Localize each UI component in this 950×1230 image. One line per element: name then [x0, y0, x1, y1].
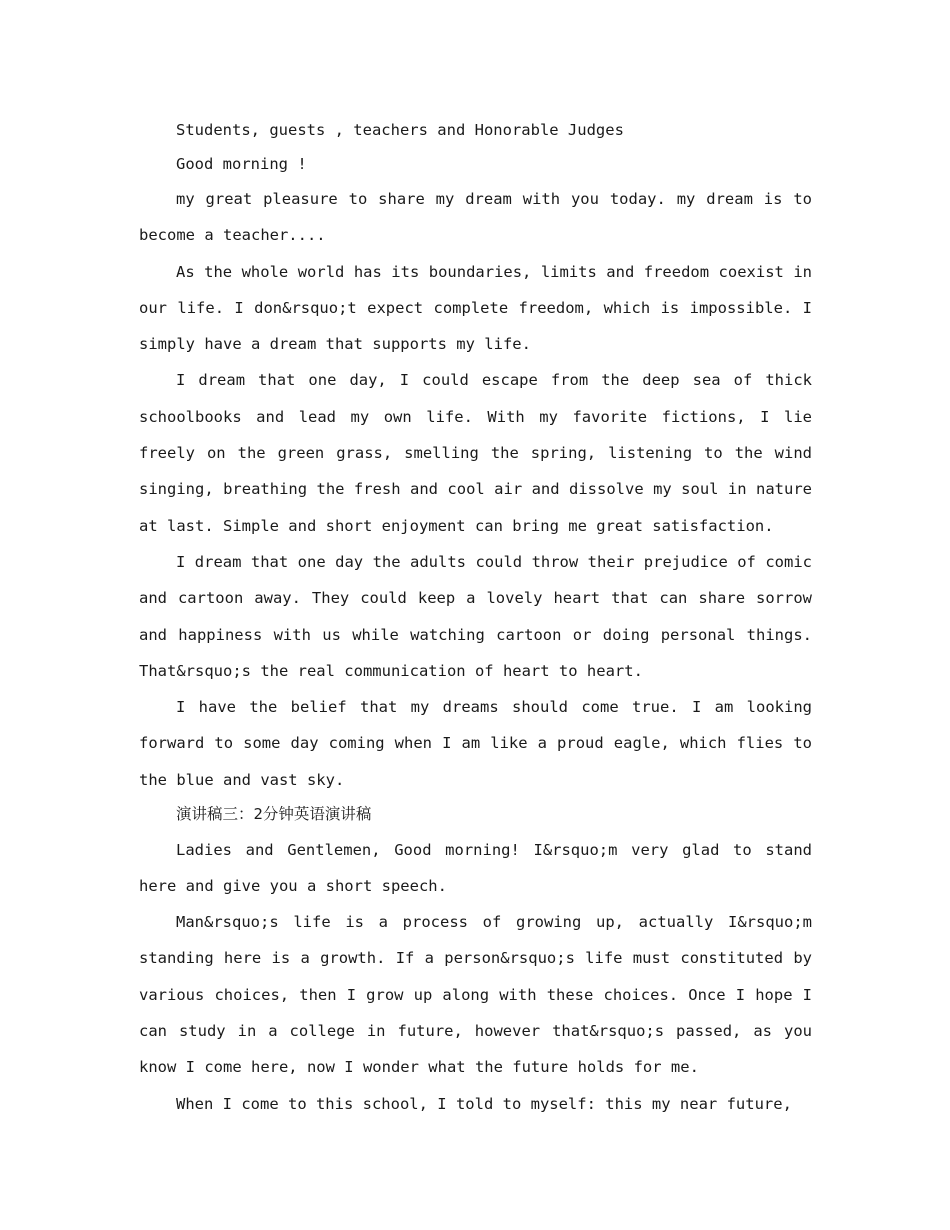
- paragraph-ladies-gentlemen: Ladies and Gentlemen, Good morning! I&rsquo;m very glad to stand here and give you a short speech.: [139, 840, 812, 895]
- paragraph-belief: I have the belief that my dreams should come true. I am looking forward to some day coming when I am like a proud eagle, which flies to the blue and vast sky.: [139, 698, 812, 789]
- paragraph-escape: I dream that one day, I could escape from the deep sea of thick schoolbooks and lead my own life. With my favorite fictions, I lie freely on the green grass, smelling the spring, listening to the wind singing, breathing the fresh and cool air and dissolve my soul in nature at last. Simple and short enjoyment can bring me great satisfaction.: [139, 371, 812, 535]
- paragraph-adults: I dream that one day the adults could throw their prejudice of comic and cartoon away. They could keep a lovely heart that can share sorrow and happiness with us while watching cartoon or doing personal things. That&rsquo;s the real communication of heart to heart.: [139, 552, 812, 680]
- salutation-line: Students, guests , teachers and Honorable Judges: [176, 121, 624, 139]
- paragraph-growing-up: Man&rsquo;s life is a process of growing up, actually I&rsquo;m standing here is a growth. If a person&rsquo;s life must constituted by various choices, then I grow up along with these choices. Once I hope I can study in a college in future, however that&rsquo;s passed, as you know I come here, now I wonder what the future holds for me.: [139, 913, 812, 1077]
- greeting-line: Good morning !: [176, 154, 307, 173]
- paragraph-freedom: As the whole world has its boundaries, limits and freedom coexist in our life. I don&rsquo;t expect complete freedom, which is impossible. I simply have a dream that supports my life.: [139, 262, 812, 354]
- document-body: [139, 114, 812, 1122]
- paragraph-dream-intro: my great pleasure to share my dream with you today. my dream is to become a teacher....: [139, 190, 812, 245]
- paragraph-school: When I come to this school, I told to myself: this my near future,: [176, 1094, 792, 1113]
- section-heading: 演讲稿三：2分钟英语演讲稿: [176, 805, 372, 824]
